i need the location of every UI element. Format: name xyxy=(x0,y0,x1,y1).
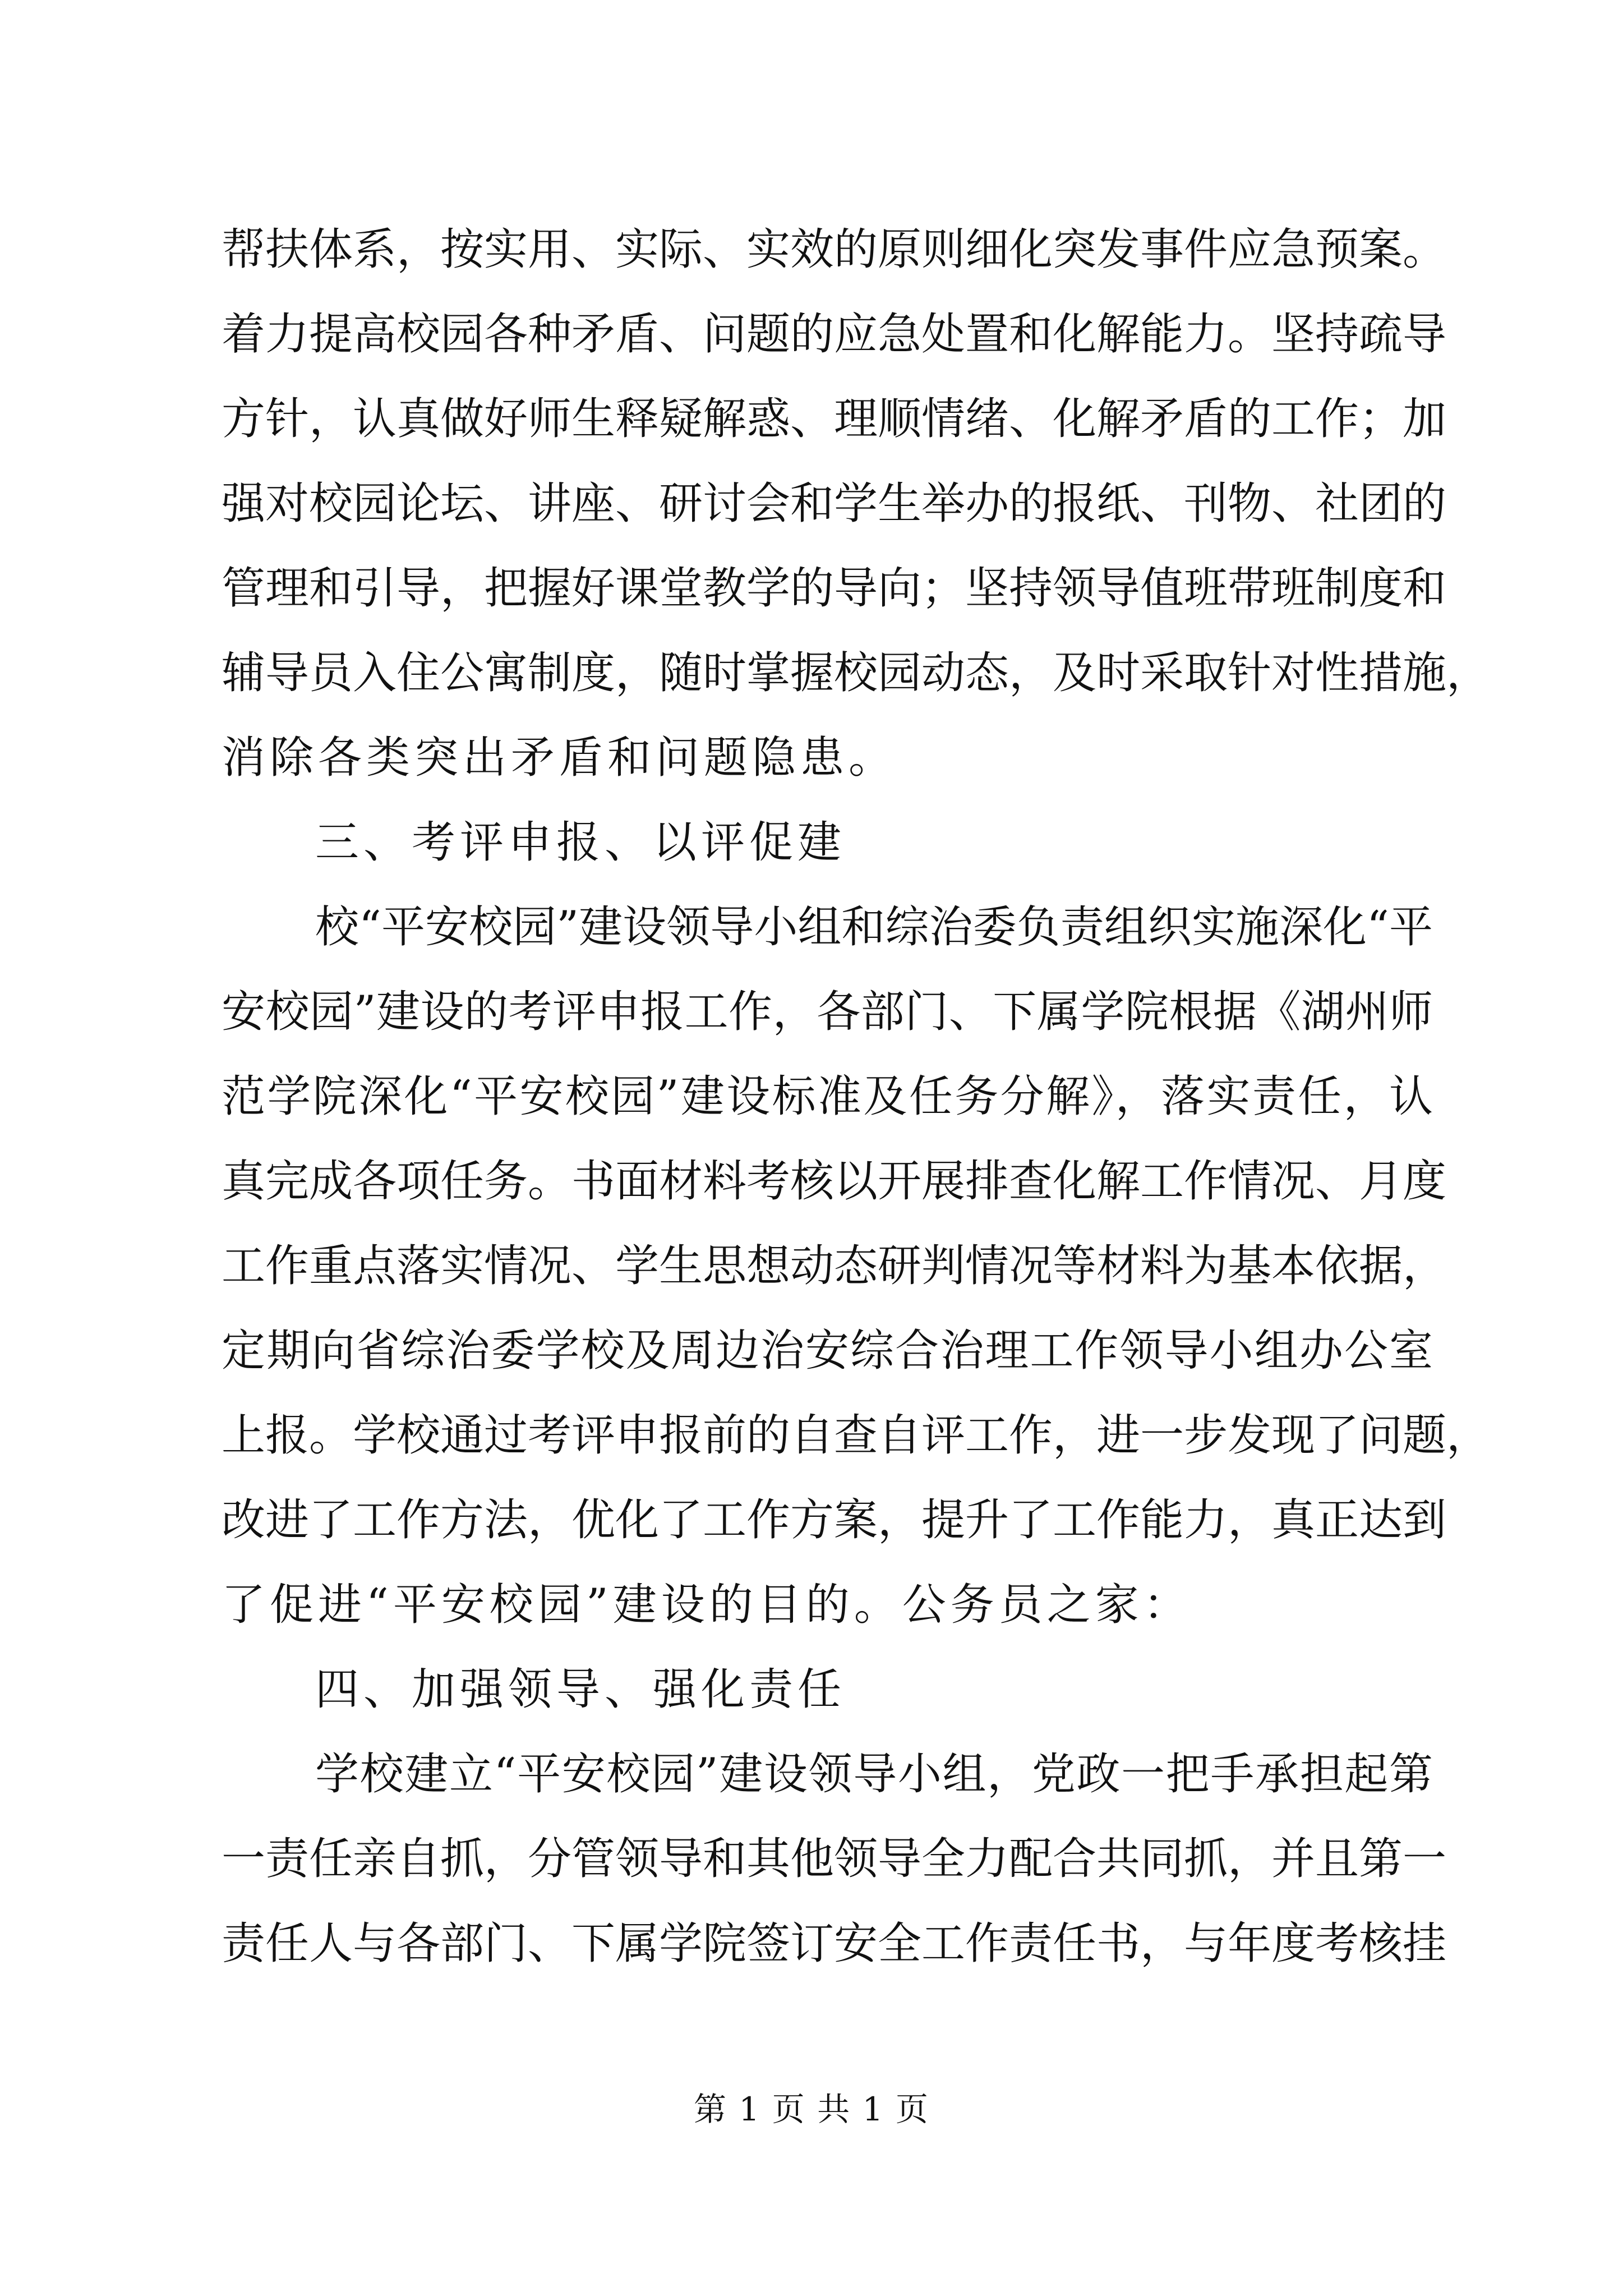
text-line: 一责任亲自抓，分管领导和其他领导全力配合共同抓，并且第一 xyxy=(222,1834,1447,1884)
text-line: 校“平安校园”建设领导小组和综治委负责组织实施深化“平 xyxy=(315,902,1433,953)
text-line: 了促进“平安校园”建设的目的。公务员之家： xyxy=(222,1580,1192,1630)
text-line: 管理和引导，把握好课堂教学的导向；坚持领导值班带班制度和 xyxy=(222,563,1447,614)
text-line: 真完成各项任务。书面材料考核以开展排查化解工作情况、月度 xyxy=(222,1156,1447,1207)
text-line: 学校建立“平安校园”建设领导小组，党政一把手承担起第 xyxy=(315,1749,1433,1800)
text-line: 辅导员入住公寓制度，随时掌握校园动态，及时采取针对性措施， xyxy=(222,648,1491,698)
section-heading: 三、考评申报、以评促建 xyxy=(315,817,846,868)
text-line: 工作重点落实情况、学生思想动态研判情况等材料为基本依据， xyxy=(222,1241,1447,1291)
text-line: 安校园”建设的考评申报工作，各部门、下属学院根据《湖州师 xyxy=(222,987,1433,1037)
text-line: 责任人与各部门、下属学院签订安全工作责任书，与年度考核挂 xyxy=(222,1918,1447,1969)
text-line: 范学院深化“平安校园”建设标准及任务分解》，落实责任，认 xyxy=(222,1071,1433,1122)
text-line: 定期向省综治委学校及周边治安综合治理工作领导小组办公室 xyxy=(222,1326,1433,1376)
text-line: 改进了工作方法，优化了工作方案，提升了工作能力，真正达到 xyxy=(222,1495,1447,1545)
text-line: 强对校园论坛、讲座、研讨会和学生举办的报纸、刊物、社团的 xyxy=(222,478,1447,529)
text-line: 方针，认真做好师生释疑解惑、理顺情绪、化解矛盾的工作；加 xyxy=(222,394,1447,444)
section-heading: 四、加强领导、强化责任 xyxy=(315,1664,846,1715)
text-line: 上报。学校通过考评申报前的自查自评工作，进一步发现了问题， xyxy=(222,1410,1491,1461)
page-footer: 第 1 页 共 1 页 xyxy=(694,2090,929,2128)
body-text xyxy=(222,208,1491,1986)
text-line: 消除各类突出矛盾和问题隐患。 xyxy=(222,733,897,783)
text-line: 帮扶体系，按实用、实际、实效的原则细化突发事件应急预案。 xyxy=(222,224,1447,275)
text-line: 着力提高校园各种矛盾、问题的应急处置和化解能力。坚持疏导 xyxy=(222,309,1447,360)
